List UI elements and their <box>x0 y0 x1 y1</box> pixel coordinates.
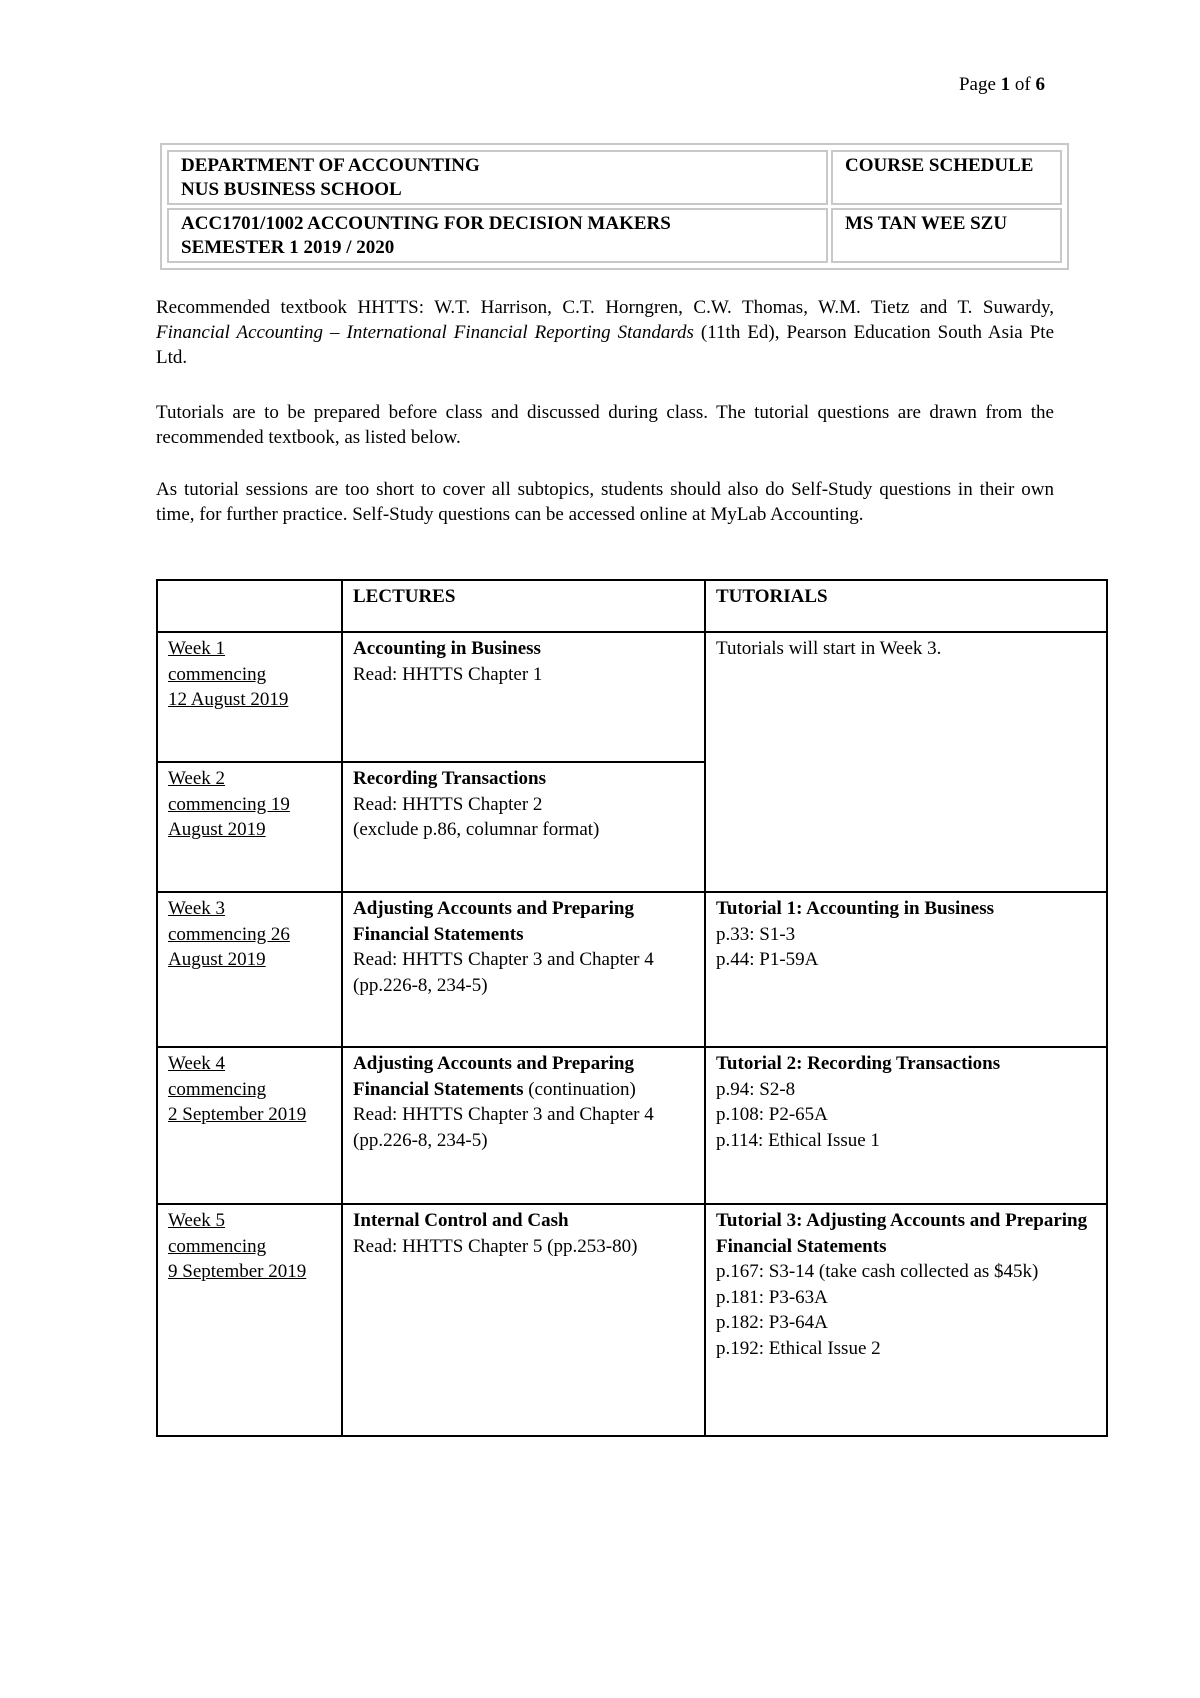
lecture-cell <box>342 892 705 1047</box>
week-commencing: commencing <box>168 1235 267 1257</box>
week-label: Week 4 <box>168 1053 226 1074</box>
lecture-reading: Read: HHTTS Chapter 3 and Chapter 4 (pp.226-8, 234-5) <box>353 949 654 996</box>
week-cell <box>157 1204 342 1436</box>
tutorial-cell <box>705 1047 1107 1204</box>
department-cell <box>167 150 828 205</box>
week-cell <box>157 762 342 892</box>
lecture-title: Recording Transactions <box>353 768 546 789</box>
lecture-cell <box>342 1204 705 1436</box>
week-date: August 2019 <box>168 949 266 970</box>
tutorial-item: p.94: S2-8 <box>716 1078 796 1100</box>
lecture-cell <box>342 632 705 762</box>
lecture-reading: Read: HHTTS Chapter 5 (pp.253-80) <box>353 1235 638 1257</box>
week-label: Week 1 <box>168 638 226 659</box>
tutorial-cell <box>705 632 1107 892</box>
self-study-paragraph: As tutorial sessions are too short to cover all subtopics, students should also do Self-Study questions in their own time, for further practice. Self-Study questions can be accessed online at MyLab Accounting. <box>156 479 1054 525</box>
table-row <box>157 1204 1107 1436</box>
table-row <box>157 632 1107 762</box>
course-header-table <box>164 147 1065 266</box>
tutorial-cell <box>705 1204 1107 1436</box>
lecture-reading: Read: HHTTS Chapter 3 and Chapter 4 (pp.226-8, 234-5) <box>353 1104 654 1151</box>
week-cell <box>157 1047 342 1204</box>
table-row <box>157 892 1107 1047</box>
lecture-title-suffix: (continuation) <box>523 1078 636 1100</box>
tutorial-item: p.114: Ethical Issue 1 <box>716 1129 880 1151</box>
tutorial-item: p.192: Ethical Issue 2 <box>716 1337 881 1359</box>
week-commencing: commencing 19 <box>168 793 290 815</box>
lecturer-cell <box>831 208 1062 263</box>
tutorials-header: TUTORIALS <box>705 580 1107 632</box>
lecture-cell <box>342 1047 705 1204</box>
lecture-title: Adjusting Accounts and Preparing Financial Statements <box>353 898 635 945</box>
week-cell <box>157 892 342 1047</box>
week-label: Week 5 <box>168 1210 226 1231</box>
week-date: 2 September 2019 <box>168 1104 307 1125</box>
table-row <box>157 1047 1107 1204</box>
course-header-box <box>160 143 1069 270</box>
course-cell <box>167 208 828 263</box>
textbook-title: Financial Accounting – International Financial Reporting Standards <box>156 322 694 343</box>
week-cell <box>157 632 342 762</box>
schedule-header-row <box>157 580 1107 632</box>
page-total: 6 <box>1035 74 1045 95</box>
tutorial-title: Tutorial 1: Accounting in Business <box>716 898 995 919</box>
lecture-reading: Read: HHTTS Chapter 1 <box>353 663 543 685</box>
tutorial-title: Tutorial 2: Recording Transactions <box>716 1053 1001 1074</box>
week-header <box>157 580 342 632</box>
lecture-reading: Read: HHTTS Chapter 2 <box>353 793 543 815</box>
textbook-publisher: (11th Ed), Pearson Education South Asia Pte Ltd. <box>156 322 1054 368</box>
page-number <box>945 72 1045 98</box>
tutorial-cell <box>705 892 1107 1047</box>
schedule-table <box>156 579 1108 1437</box>
week-commencing: commencing 26 <box>168 923 290 945</box>
tutorial-note: Tutorials will start in Week 3. <box>716 638 942 659</box>
tutorial-item: p.44: P1-59A <box>716 949 819 970</box>
tutorial-item: p.33: S1-3 <box>716 923 796 945</box>
week-commencing: commencing <box>168 1078 267 1100</box>
lecture-title: Accounting in Business <box>353 638 541 659</box>
week-date: 12 August 2019 <box>168 689 289 710</box>
tutorials-paragraph: Tutorials are to be prepared before class and discussed during class. The tutorial questions are drawn from the recommended textbook, as listed below. <box>156 402 1054 448</box>
semester: SEMESTER 1 2019 / 2020 <box>181 237 395 258</box>
week-date: 9 September 2019 <box>168 1261 307 1282</box>
lecture-title: Internal Control and Cash <box>353 1210 569 1231</box>
tutorial-item: p.181: P3-63A <box>716 1286 828 1308</box>
page-prefix: Page <box>958 74 1001 95</box>
page-current: 1 <box>1000 74 1011 95</box>
tutorial-item: p.167: S3-14 (take cash collected as $45k) <box>716 1261 1039 1282</box>
department-name: DEPARTMENT OF ACCOUNTING <box>181 155 480 176</box>
textbook-authors: Recommended textbook HHTTS: W.T. Harrison, C.T. Horngren, C.W. Thomas, W.M. Tietz and T. Suwardy, <box>156 297 1054 318</box>
week-commencing: commencing <box>168 663 267 685</box>
week-label: Week 2 <box>168 768 226 789</box>
tutorial-item: p.182: P3-64A <box>716 1312 828 1333</box>
textbook-paragraph <box>156 295 1054 370</box>
lectures-header: LECTURES <box>342 580 705 632</box>
course-title: ACC1701/1002 ACCOUNTING FOR DECISION MAKERS <box>181 213 671 234</box>
school-name: NUS BUSINESS SCHOOL <box>181 179 402 200</box>
lecturer-name: MS TAN WEE SZU <box>845 213 1008 234</box>
week-label: Week 3 <box>168 898 226 919</box>
tutorial-title: Tutorial 3: Adjusting Accounts and Preparing Financial Statements <box>716 1210 1088 1257</box>
page-of: of <box>1010 74 1036 95</box>
tutorial-item: p.108: P2-65A <box>716 1104 828 1125</box>
week-date: August 2019 <box>168 819 266 840</box>
document-type: COURSE SCHEDULE <box>845 155 1034 176</box>
document-type-cell <box>831 150 1062 205</box>
lecture-reading-note: (exclude p.86, columnar format) <box>353 819 600 840</box>
lecture-title: Adjusting Accounts and Preparing Financial Statements <box>353 1053 635 1100</box>
lecture-cell <box>342 762 705 892</box>
